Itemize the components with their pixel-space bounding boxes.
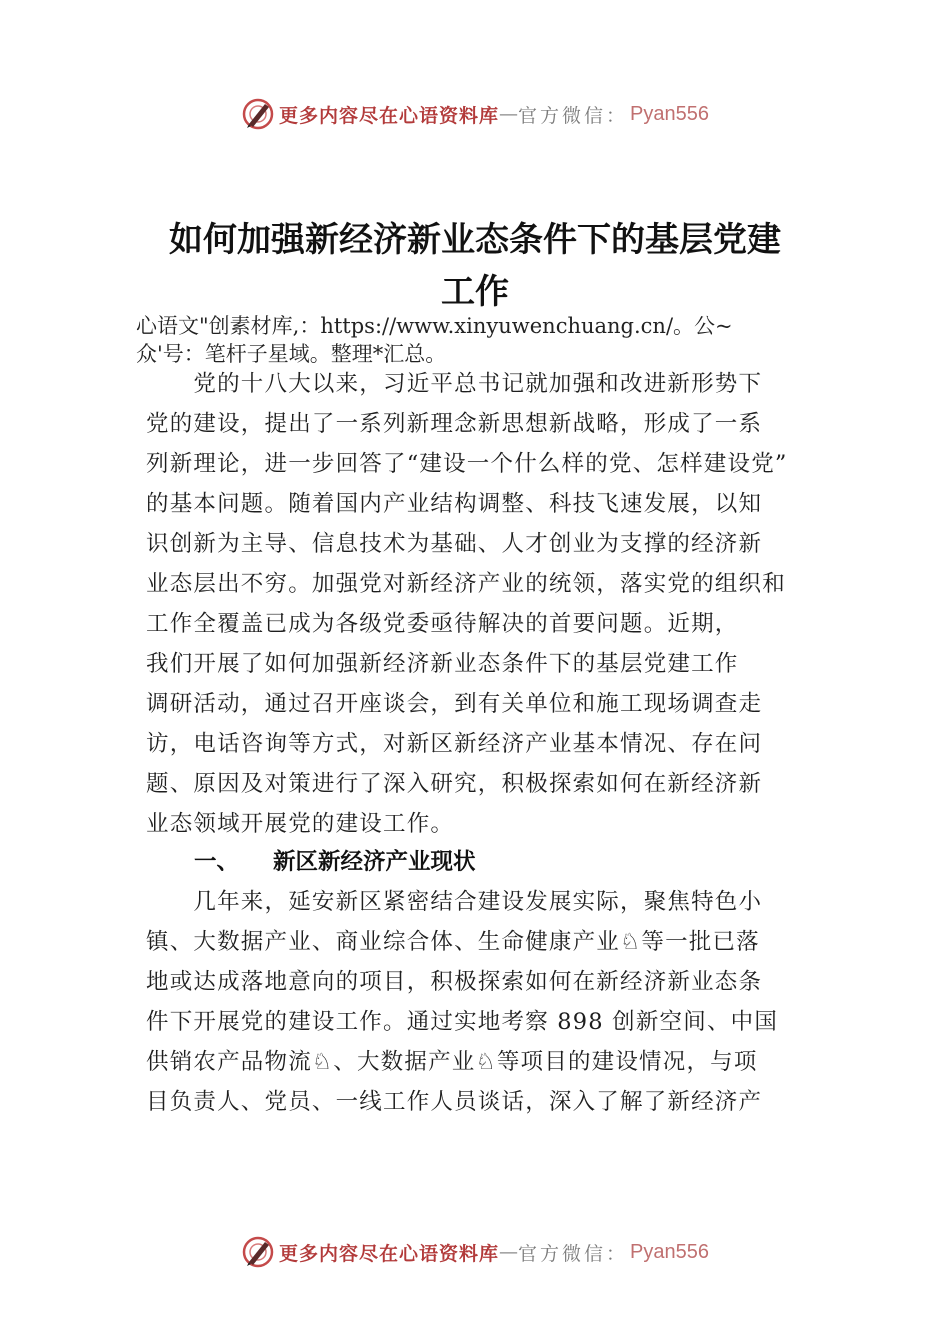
banner-brand: 更多内容尽在心语资料库 [279, 104, 500, 127]
text-line: 几年来，延安新区紧密结合建设发展实际，聚焦特色小 [146, 889, 763, 915]
text-line: 党的建设，提出了一系列新理念新思想新战略，形成了一系 [146, 411, 763, 437]
title-line-1: 如何加强新经济新业态条件下的基层党建 [169, 220, 781, 260]
text-line: 我们开展了如何加强新经济新业态条件下的基层党建工作 [146, 651, 739, 677]
document-title [140, 214, 810, 318]
text-line: 工作全覆盖已成为各级党委亟待解决的首要问题。近期， [146, 611, 739, 637]
section-heading [194, 842, 476, 882]
section-title: 新区新经济产业现状 [273, 849, 476, 875]
pen-logo-icon [241, 97, 275, 131]
section-number: 一、 [194, 849, 240, 875]
banner-dash: — [499, 1241, 519, 1263]
text-line: 业态领域开展党的建设工作。 [146, 811, 455, 837]
header-banner [0, 94, 950, 134]
source-line-1: 心语文"创素材库,：https://www.xinyuwenchuang.cn/。公~ [136, 314, 733, 338]
banner-wechat-label: 官方微信： [518, 1242, 629, 1265]
text-line: 件下开展党的建设工作。通过实地考察 898 创新空间、中国 [146, 1009, 779, 1035]
paragraph-intro [146, 364, 826, 844]
title-line-2: 工作 [441, 272, 509, 312]
text-line: 题、原因及对策进行了深入研究，积极探索如何在新经济新 [146, 771, 763, 797]
text-line: 镇、大数据产业、商业综合体、生命健康产业♘等一批已落 [146, 929, 760, 955]
text-line: 列新理论，进一步回答了“建设一个什么样的党、怎样建设党” [146, 451, 788, 477]
text-line: 目负责人、党员、一线工作人员谈话，深入了解了新经济产 [146, 1089, 763, 1115]
banner-wechat-id: Pyan556 [630, 102, 709, 125]
source-note [136, 312, 826, 368]
text-line: 业态层出不穷。加强党对新经济产业的统领，落实党的组织和 [146, 571, 786, 597]
text-line: 地或达成落地意向的项目，积极探索如何在新经济新业态条 [146, 969, 763, 995]
text-line: 供销农产品物流♘、大数据产业♘等项目的建设情况，与项 [146, 1049, 758, 1075]
pen-logo-icon [241, 1235, 275, 1269]
banner-wechat-label: 官方微信： [518, 104, 629, 127]
banner-dash: — [499, 103, 519, 125]
source-line-2: 众'号：笔杆子星域。整理*汇总。 [136, 342, 447, 366]
banner-wechat-id: Pyan556 [630, 1240, 709, 1263]
text-line: 的基本问题。随着国内产业结构调整、科技飞速发展，以知 [146, 491, 763, 517]
text-line: 调研活动，通过召开座谈会，到有关单位和施工现场调查走 [146, 691, 763, 717]
text-line: 识创新为主导、信息技术为基础、人才创业为支撑的经济新 [146, 531, 763, 557]
banner-brand: 更多内容尽在心语资料库 [279, 1242, 500, 1265]
text-line: 访，电话咨询等方式，对新区新经济产业基本情况、存在问 [146, 731, 763, 757]
footer-banner [0, 1232, 950, 1272]
paragraph-status [146, 882, 826, 1122]
text-line: 党的十八大以来，习近平总书记就加强和改进新形势下 [146, 371, 763, 397]
